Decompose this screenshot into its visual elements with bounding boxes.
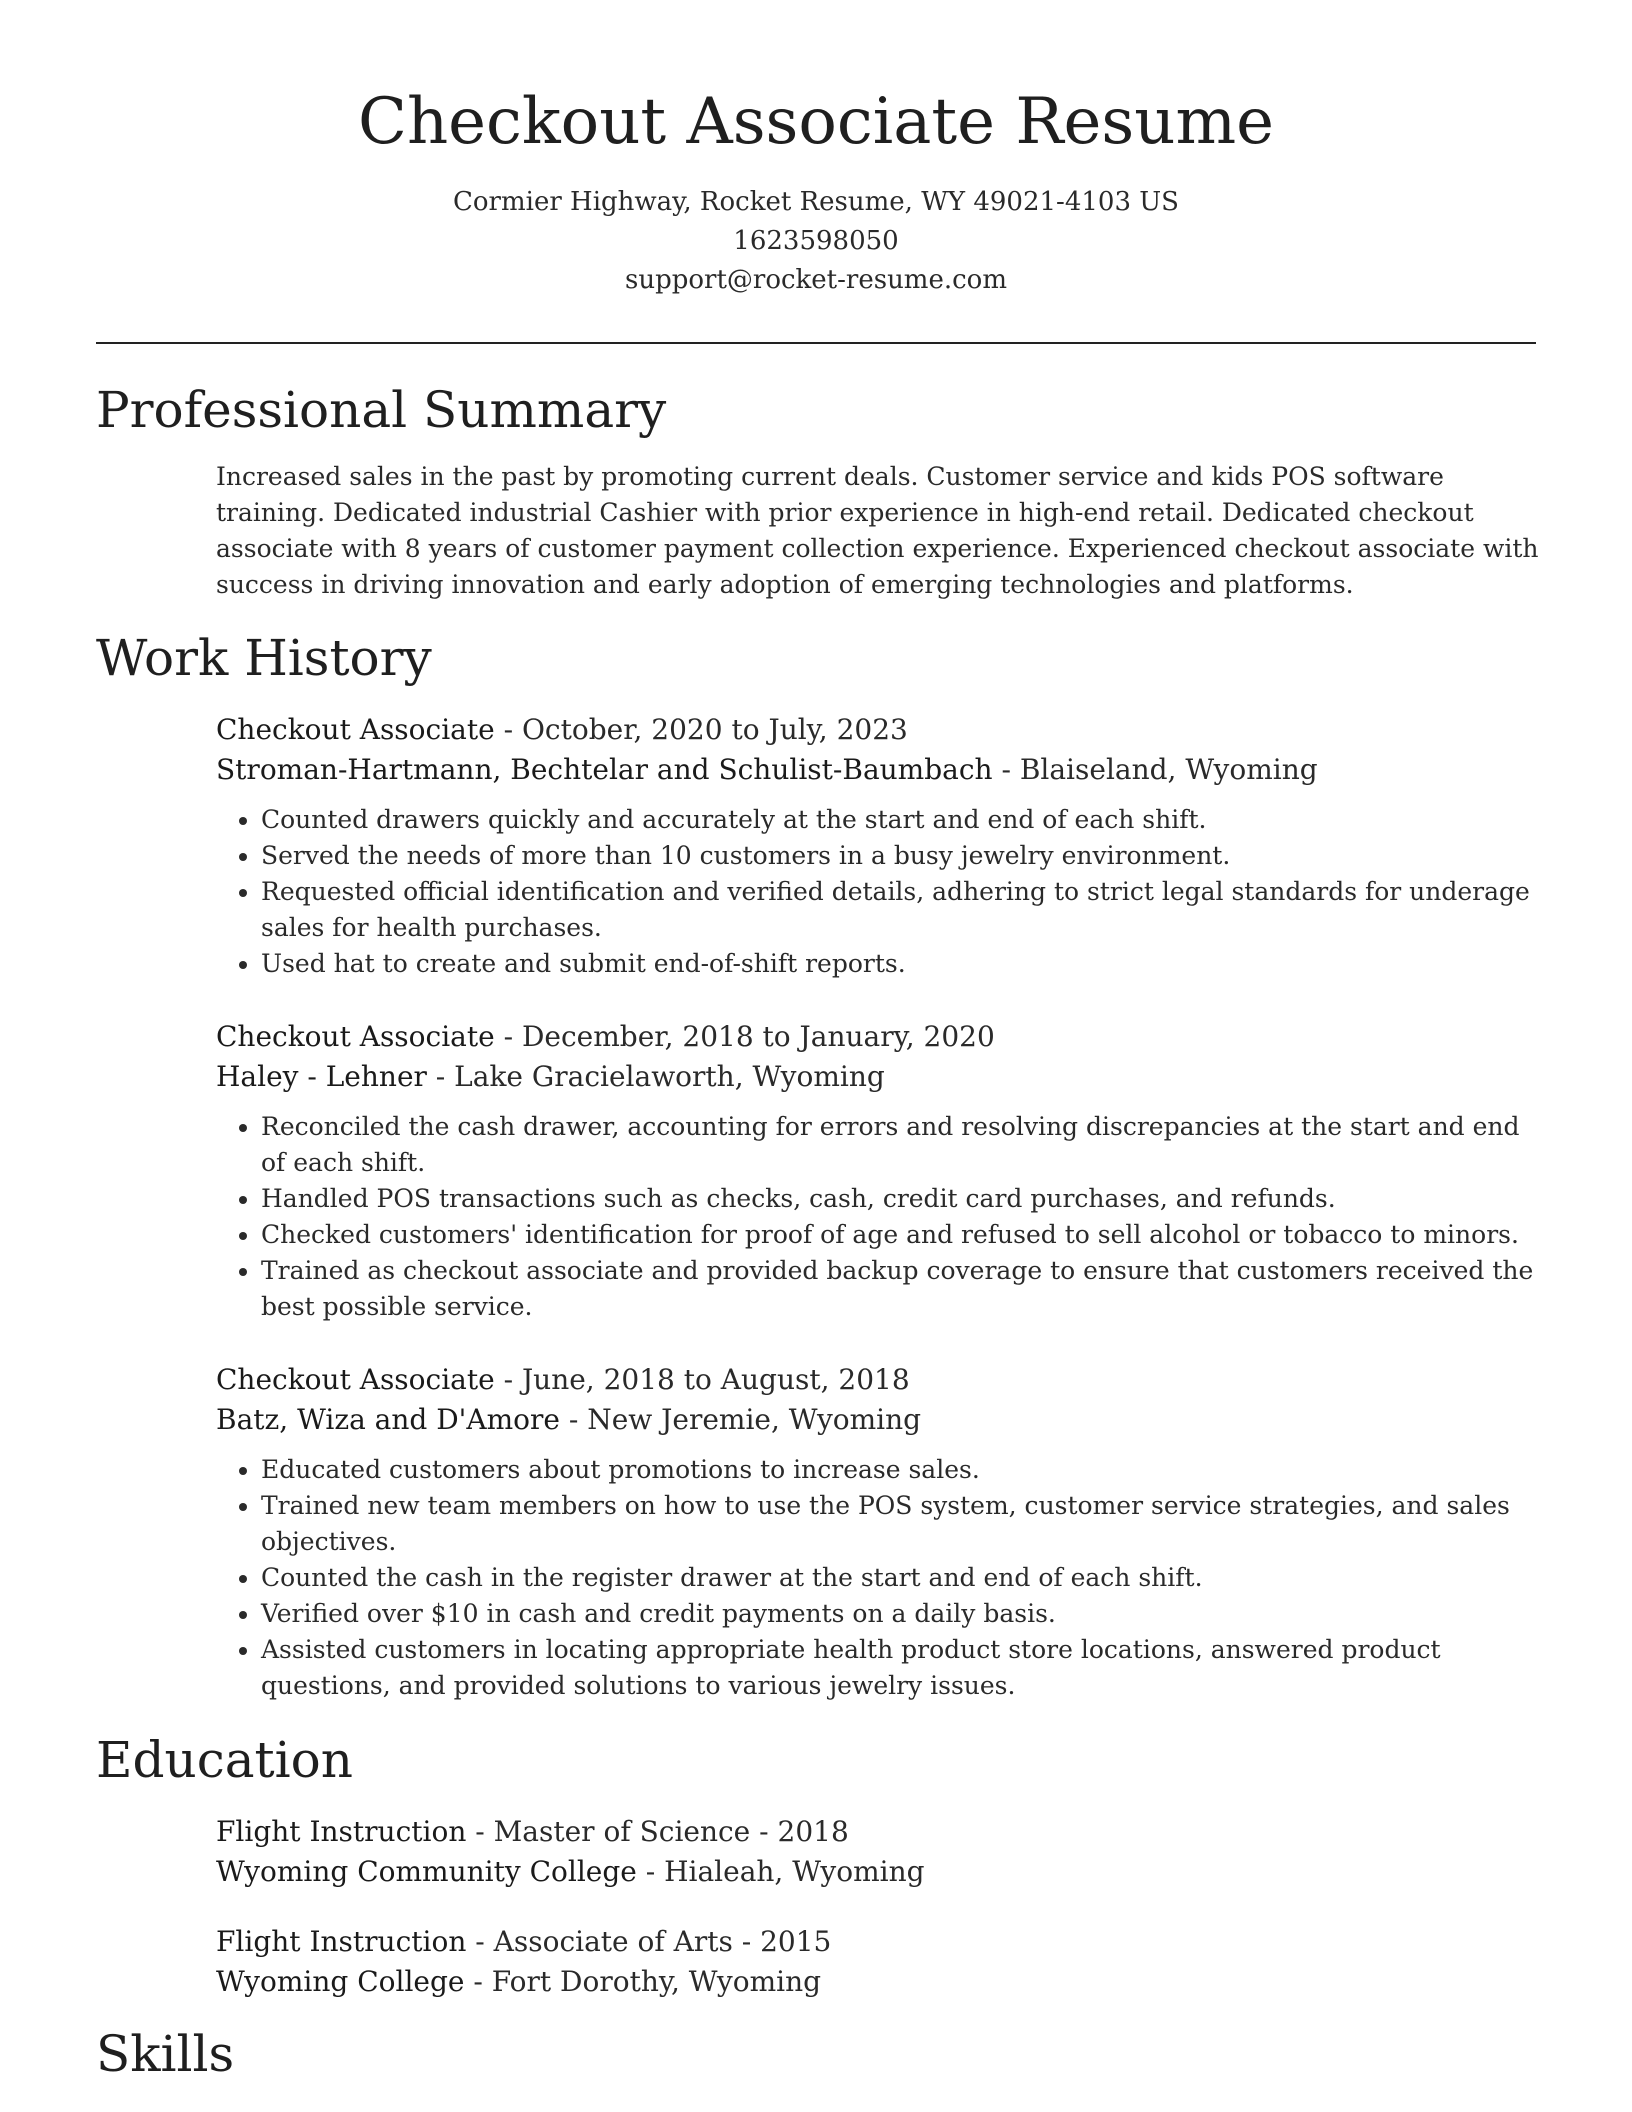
contact-address: Cormier Highway, Rocket Resume, WY 49021-4103 US (453, 186, 1179, 217)
education-school: Wyoming Community College (216, 1855, 637, 1888)
contact-block (0, 183, 1632, 300)
section-heading-education: Education (96, 1731, 353, 1789)
job-title-line (216, 710, 1546, 750)
job-bullet: • Educated customers about promotions to increase sales. (261, 1452, 1546, 1488)
job-bullet-list (216, 1109, 1546, 1325)
header-divider (96, 342, 1536, 344)
contact-phone: 1623598050 (733, 225, 899, 256)
job-entry (216, 1017, 1546, 1325)
job-title-line (216, 1360, 1546, 1400)
job-company: Batz, Wiza and D'Amore (216, 1403, 560, 1436)
education-entry (216, 1922, 1546, 2002)
job-company: Stroman-Hartmann, Bechtelar and Schulist-Baumbach (216, 753, 993, 786)
job-title: Checkout Associate (216, 1363, 495, 1396)
job-bullet-list (216, 802, 1546, 982)
job-bullet: • Trained new team members on how to use the POS system, customer service strategies, and sales objectives. (261, 1488, 1546, 1560)
job-bullet: • Handled POS transactions such as checks, cash, credit card purchases, and refunds. (261, 1181, 1546, 1217)
education-entry (216, 1812, 1546, 1892)
education-location: - Hialeah, Wyoming (636, 1855, 925, 1888)
section-heading-skills: Skills (96, 2025, 235, 2083)
job-bullet: • Trained as checkout associate and provided backup coverage to ensure that customers received the best possible service. (261, 1253, 1546, 1325)
job-title: Checkout Associate (216, 1020, 495, 1053)
section-heading-work-history: Work History (96, 629, 432, 687)
job-company: Haley - Lehner (216, 1060, 427, 1093)
education-location: - Fort Dorothy, Wyoming (464, 1965, 822, 1998)
job-bullet: • Assisted customers in locating appropriate health product store locations, answered product questions, and provided solutions to various jewelry issues. (261, 1632, 1546, 1704)
resume-title: Checkout Associate Resume (357, 85, 1275, 159)
education-field: Flight Instruction (216, 1925, 467, 1958)
job-bullet: • Requested official identification and verified details, adhering to strict legal standards for underage sales for health purchases. (261, 874, 1546, 946)
education-year: - 2018 (750, 1815, 849, 1848)
job-bullet: • Counted drawers quickly and accurately at the start and end of each shift. (261, 802, 1546, 838)
education-degree-line (216, 1922, 1546, 1962)
education-year: - 2015 (732, 1925, 832, 1958)
job-company-line (216, 1400, 1546, 1440)
job-bullet-list (216, 1452, 1546, 1704)
job-bullet: • Verified over $10 in cash and credit payments on a daily basis. (261, 1596, 1546, 1632)
education-degree: - Master of Science (466, 1815, 751, 1848)
job-title-line (216, 1017, 1546, 1057)
job-title: Checkout Associate (216, 713, 495, 746)
job-bullet: • Used hat to create and submit end-of-shift reports. (261, 946, 1546, 982)
summary-text: Increased sales in the past by promoting current deals. Customer service and kids POS software training. Dedicated industrial Cashier with prior experience in high-end retail. Dedicated checkout associate with 8 years of customer payment collection experience. Experienced checkout associate with success in driving innovation and early adoption of emerging technologies and platforms. (216, 462, 1539, 599)
education-field: Flight Instruction (216, 1815, 467, 1848)
job-dates: - December, 2018 to January, 2020 (494, 1020, 995, 1053)
education-school-line (216, 1962, 1546, 2002)
job-bullet: • Served the needs of more than 10 customers in a busy jewelry environment. (261, 838, 1546, 874)
job-company-line (216, 1057, 1546, 1097)
job-bullet: • Reconciled the cash drawer, accounting for errors and resolving discrepancies at the start and end of each shift. (261, 1109, 1546, 1181)
contact-email: support@rocket-resume.com (624, 264, 1007, 295)
job-location: - Blaiseland, Wyoming (992, 753, 1318, 786)
education-school: Wyoming College (216, 1965, 465, 1998)
education-school-line (216, 1852, 1546, 1892)
education-degree-line (216, 1812, 1546, 1852)
job-bullet: • Checked customers' identification for proof of age and refused to sell alcohol or tobacco to minors. (261, 1217, 1546, 1253)
job-company-line (216, 750, 1546, 790)
job-entry (216, 710, 1546, 982)
job-location: - Lake Gracielaworth, Wyoming (426, 1060, 885, 1093)
resume-header (0, 0, 1632, 300)
job-dates: - October, 2020 to July, 2023 (494, 713, 908, 746)
job-dates: - June, 2018 to August, 2018 (494, 1363, 910, 1396)
education-degree: - Associate of Arts (466, 1925, 733, 1958)
job-entry (216, 1360, 1546, 1704)
job-bullet: • Counted the cash in the register drawer at the start and end of each shift. (261, 1560, 1546, 1596)
section-heading-summary: Professional Summary (96, 381, 667, 439)
job-location: - New Jeremie, Wyoming (559, 1403, 922, 1436)
